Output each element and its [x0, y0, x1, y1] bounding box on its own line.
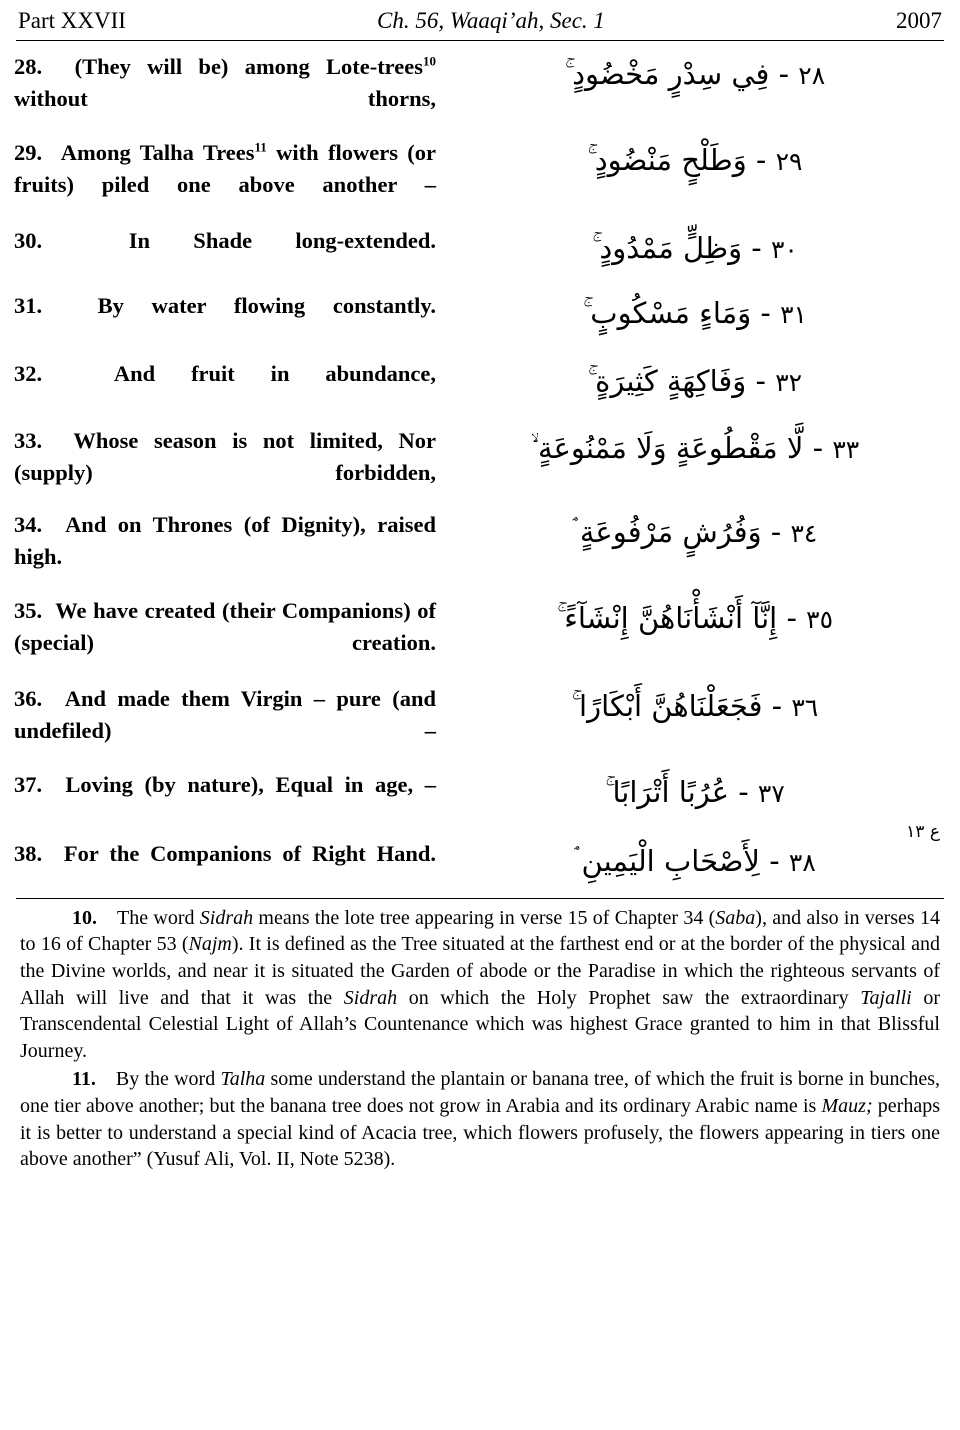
- verse-arabic: ٢٨ - فِي سِدْرٍ مَخْضُودٍ ۚ: [564, 57, 826, 91]
- verse-arabic-text: لِأَصْحَابِ الْيَمِينِ ۘ: [574, 844, 760, 879]
- header-part: Part XXVII: [18, 8, 126, 33]
- verse-number: 37.: [14, 771, 43, 797]
- verse-row: [14, 425, 946, 489]
- verse-english: [14, 358, 444, 390]
- verse-english: [14, 838, 444, 870]
- verse-text: For the Companions of Right Hand.: [63, 841, 436, 867]
- footnote-text-segment: Saba: [715, 906, 756, 929]
- footnote-text-segment: Tajalli: [860, 986, 912, 1009]
- verse-arabic: ٣٢ - وَفَاكِهَةٍ كَثِيرَةٍ ۚ: [587, 363, 803, 398]
- verse-english: [14, 425, 444, 489]
- verse-arabic-text: فِي سِدْرٍ مَخْضُودٍ ۚ: [564, 57, 770, 91]
- verse-row: [14, 290, 946, 336]
- verse-text-tail: without thorns,: [14, 85, 436, 111]
- footnote-text-segment: means the lote tree appearing in verse 15 of Chapter 34 (: [253, 906, 716, 929]
- verse-english: [14, 225, 444, 257]
- footnote-list: [14, 905, 946, 1173]
- verse-arabic-number: ٣٣: [832, 435, 860, 465]
- footnote-divider: [16, 898, 944, 899]
- verse-arabic-text: وَفَاكِهَةٍ كَثِيرَةٍ ۚ: [587, 363, 747, 398]
- verse-arabic-number: ٢٩: [775, 146, 803, 176]
- verse-text: Among Talha Trees: [60, 139, 255, 165]
- section-marker: ع ١٣: [906, 821, 940, 842]
- footnote: [20, 905, 940, 1065]
- verse-text: In Shade long-extended.: [128, 227, 437, 253]
- footnote-text-segment: ). It is defined as the Tree situated at the farthest end or at the border of the physical and the Divine worlds, and near it is situated the Garden of abode or the Paradise in which the righteous servants of Allah will live and that it was the: [20, 933, 940, 1009]
- verse-row: [14, 769, 946, 815]
- verse-row: [14, 838, 946, 884]
- footnote-text-segment: Sidrah: [343, 986, 398, 1009]
- verse-english: [14, 509, 444, 573]
- verse-arabic-number: ٣٠: [771, 234, 798, 264]
- footnote-number: 10.: [72, 906, 97, 929]
- verse-text: And fruit in abundance,: [113, 360, 437, 386]
- verse-arabic-number: ٣٨: [788, 848, 816, 878]
- verse-number: 31.: [14, 293, 43, 319]
- header-chapter: Ch. 56, Waaqi’ah, Sec. 1: [377, 8, 605, 33]
- verse-english: [14, 595, 444, 659]
- verse-arabic: ٣١ - وَمَاءٍ مَسْكُوبٍ ۚ: [583, 296, 807, 331]
- verse-row: [14, 225, 946, 271]
- verse-text: Loving (by nature), Equal in age, –: [65, 771, 436, 797]
- verse-arabic-number: ٣١: [780, 300, 807, 330]
- verse-arabic-text: وَمَاءٍ مَسْكُوبٍ ۚ: [583, 296, 752, 331]
- verse-arabic: ٣٨ - لِأَصْحَابِ الْيَمِينِ ۘ: [574, 844, 816, 879]
- footnote-text-segment: The word: [117, 906, 200, 929]
- verse-number: 38.: [14, 841, 43, 867]
- verse-arabic: ٢٩ - وَطَلْحٍ مَنْضُودٍ ۚ: [587, 142, 803, 177]
- verse-arabic-text: وَظِلٍّ مَمْدُودٍ ۚ: [592, 230, 743, 265]
- verse-text-tail: with flowers (or fruits) piled one above another –: [14, 139, 437, 197]
- verse-number: 28.: [14, 54, 43, 79]
- verse-text: By water flowing constantly.: [97, 293, 436, 319]
- verse-number: 29.: [14, 139, 43, 165]
- verse-arabic-text: عُرُبًا أَتْرَابًا ۚ: [605, 774, 729, 809]
- verse-english: [14, 769, 444, 801]
- verse-arabic-number: ٢٨: [798, 61, 826, 90]
- footnote-reference[interactable]: 11: [254, 139, 267, 155]
- footnote-number: 11.: [72, 1068, 96, 1091]
- verse-arabic: ٣٣ - لَّا مَقْطُوعَةٍ وَلَا مَمْنُوعَةٍ ۙ: [530, 431, 860, 466]
- verse-text: Whose season is not limited, Nor (supply) forbidden,: [14, 428, 436, 486]
- verse-number: 35.: [14, 598, 43, 623]
- footnote-text-segment: on which the Holy Prophet saw the extraordinary: [397, 986, 861, 1009]
- verse-text: And made them Virgin – pure (and undefiled) –: [14, 685, 436, 743]
- verse-arabic-text: وَطَلْحٍ مَنْضُودٍ ۚ: [587, 142, 747, 177]
- verse-arabic: ٣٦ - فَجَعَلْنَاهُنَّ أَبْكَارًا ۚ: [571, 688, 819, 723]
- verse-arabic-number: ٣٦: [791, 692, 819, 722]
- header-page-number: 2007: [896, 8, 942, 33]
- verse-english: [14, 137, 444, 201]
- header-divider: [16, 40, 944, 41]
- footnote-text-segment: Najm: [188, 933, 232, 956]
- verse-arabic: ٣٠ - وَظِلٍّ مَمْدُودٍ ۚ: [592, 230, 798, 265]
- verse-arabic-number: ٣٢: [775, 367, 803, 397]
- verse-row: [14, 51, 946, 115]
- verse-arabic: ٣٤ - وَفُرُشٍ مَرْفُوعَةٍ ۘ: [572, 515, 818, 550]
- verse-text: (They will be) among Lote-trees: [74, 54, 423, 79]
- verse-arabic: ٣٥ - إِنَّآ أَنْشَأْنَاهُنَّ إِنْشَآءً ۚ: [557, 601, 833, 635]
- verse-number: 34.: [14, 512, 43, 538]
- verse-arabic-text: إِنَّآ أَنْشَأْنَاهُنَّ إِنْشَآءً ۚ: [557, 601, 778, 635]
- footnote: [20, 1066, 940, 1172]
- verse-row: [14, 595, 946, 659]
- footnote-text-segment: perhaps it is better to understand a special kind of Acacia tree, which flowers profusely, the flowers appearing in tiers one above another” (Yusuf Ali, Vol. II, Note 5238).: [20, 1094, 941, 1171]
- footnote-reference[interactable]: 10: [423, 53, 436, 69]
- verse-number: 33.: [14, 428, 43, 454]
- verse-row: [14, 683, 946, 747]
- verse-arabic-text: لَّا مَقْطُوعَةٍ وَلَا مَمْنُوعَةٍ ۙ: [530, 431, 804, 466]
- verse-arabic-number: ٣٥: [806, 605, 833, 634]
- verse-row: [14, 358, 946, 404]
- verse-text: We have created (their Companions) of (special) creation.: [14, 598, 436, 655]
- verse-arabic-text: وَفُرُشٍ مَرْفُوعَةٍ ۘ: [572, 515, 762, 550]
- verse-row: [14, 137, 946, 201]
- footnote-text-segment: Mauz;: [821, 1094, 873, 1117]
- verse-row: [14, 509, 946, 573]
- verse-arabic: ٣٧ - عُرُبًا أَتْرَابًا ۚ: [605, 774, 785, 809]
- verse-english: [14, 290, 444, 322]
- verse-number: 32.: [14, 360, 43, 386]
- verse-english: [14, 683, 444, 747]
- footnote-text-segment: By the word: [115, 1068, 221, 1091]
- verse-number: 30.: [14, 227, 43, 253]
- verse-text: And on Thrones (of Dignity), raised high.: [14, 512, 436, 570]
- verse-english: [14, 51, 444, 115]
- verse-list: [14, 51, 946, 884]
- verse-number: 36.: [14, 685, 43, 711]
- verse-arabic-text: فَجَعَلْنَاهُنَّ أَبْكَارًا ۚ: [571, 688, 763, 723]
- footnote-text-segment: or Transcendental Celestial Light of Allah’s Countenance which was highest Grace granted to him in that Blissful Journey.: [20, 986, 940, 1062]
- footnote-text-segment: Talha: [220, 1068, 266, 1091]
- verse-arabic-number: ٣٤: [790, 519, 818, 549]
- verse-arabic-number: ٣٧: [757, 778, 785, 808]
- footnote-text-segment: ), and also in verses 14 to 16 of Chapter 53 (: [20, 906, 940, 956]
- footnote-text-segment: Sidrah: [199, 906, 254, 929]
- footnote-text-segment: some understand the plantain or banana tree, of which the fruit is borne in bunches, one tier above another; but the banana tree does not grow in Arabia and its ordinary Arabic name is: [20, 1068, 940, 1117]
- page-header: [14, 8, 946, 38]
